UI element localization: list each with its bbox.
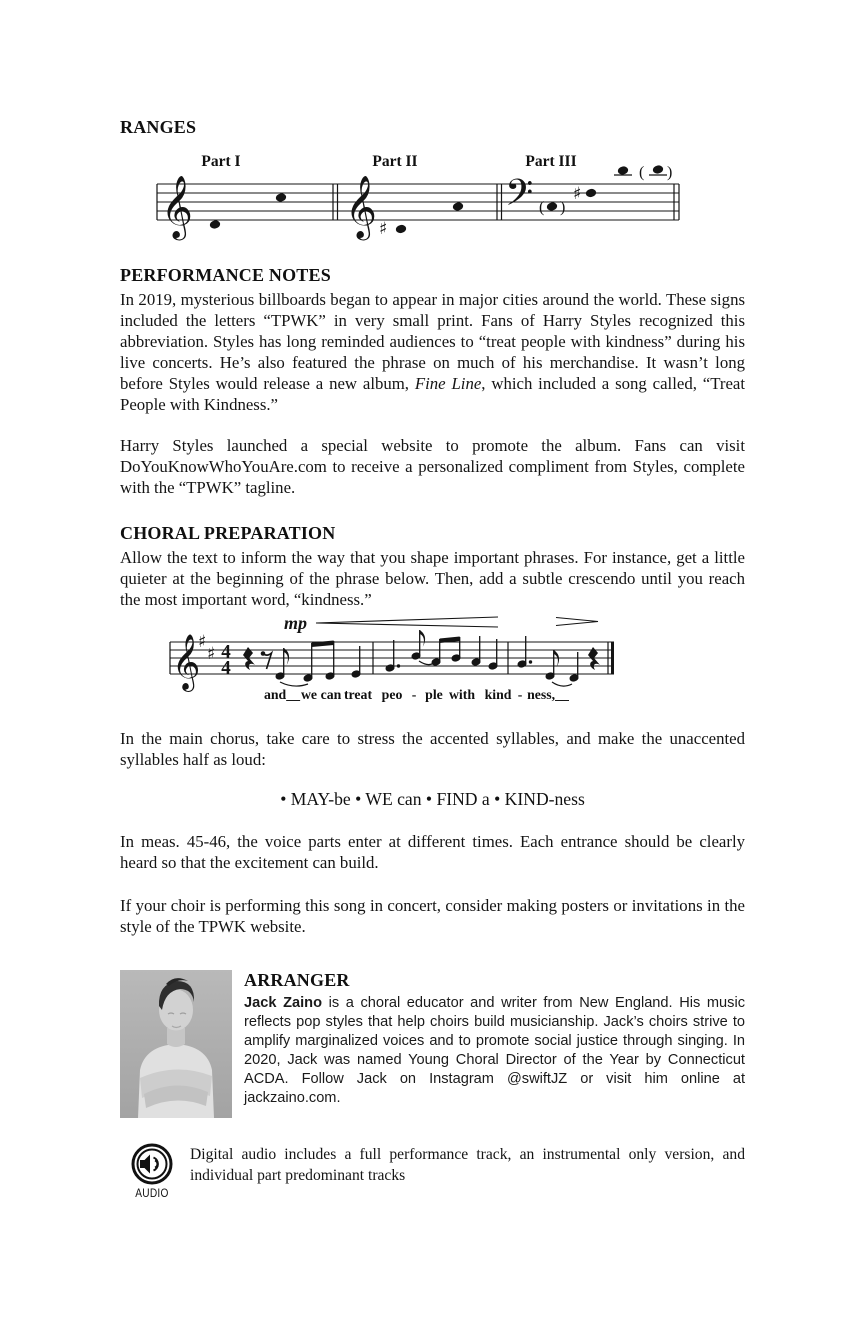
lyric-syllable: and__ xyxy=(263,687,301,702)
bass-clef-icon: 𝄢 xyxy=(505,172,534,223)
part-1-label: Part I xyxy=(201,153,241,170)
eighth-flag xyxy=(420,630,425,647)
arranger-bio-column xyxy=(244,970,745,1123)
music-excerpt-svg xyxy=(168,612,616,716)
choral-preparation-paragraph-1: Allow the text to inform the way that you shape important phrases. For instance, get a little quieter at the beginning of the phrase below. Then, add a subtle crescendo until you reach the most important word, “kindness.” xyxy=(120,548,745,609)
sharp-icon: ♯ xyxy=(198,632,207,652)
notes-measure-1 xyxy=(275,641,362,687)
arranger-heading: ARRANGER xyxy=(244,970,350,990)
arranger-bio-text: is a choral educator and writer from New England. His music reflects pop styles that help choirs build musicianship. Jack’s choirs strive to amplify marginalized voices and to promote social justice through singing. In 2020, Jack was named Young Choral Director of the Year by Connecticut ACDA. Follow Jack on Instagram @swiftJZ or visit him online at jackzaino.com. xyxy=(244,995,745,1106)
crescendo-hairpin xyxy=(316,617,498,627)
treble-clef-icon: 𝄞 xyxy=(172,634,201,690)
performance-notes-paragraph-1 xyxy=(120,289,745,415)
audio-label: AUDIO xyxy=(135,1188,169,1200)
lyric-syllable: with xyxy=(448,687,476,702)
paragraph-text: In 2019, mysterious billboards began to appear in major cities around the world. These signs included the letters “TPWK” in very small print. Fans of Harry Styles recognized this abbreviation. Styles has long reminded audiences to “treat people with kindness” during his live concerts. He’s also featured the phrase on much of his merchandise. It wasn’t long before Styles would release a new album, xyxy=(120,290,745,393)
staff-lines xyxy=(157,184,679,220)
notehead xyxy=(395,224,407,234)
audio-icon xyxy=(130,1142,174,1186)
choral-preparation-heading: CHORAL PREPARATION xyxy=(120,523,336,543)
lyric-syllable: ness,__ xyxy=(527,687,569,702)
dynamic-marking: mp xyxy=(284,613,308,633)
lyric-hyphen: - xyxy=(517,687,523,702)
lyric-syllable: kind xyxy=(484,687,512,702)
slur xyxy=(552,682,572,686)
album-title-italic: Fine Line xyxy=(414,374,482,393)
lyric-syllable: can xyxy=(320,687,342,702)
arranger-name: Jack Zaino xyxy=(244,995,322,1011)
augmentation-dot xyxy=(397,664,400,667)
arranger-portrait-svg xyxy=(120,970,232,1118)
notes-measure-3 xyxy=(517,636,600,686)
treble-clef-icon: 𝄞 xyxy=(345,175,377,238)
notehead xyxy=(209,220,221,230)
sharp-icon: ♯ xyxy=(207,644,216,664)
left-paren: ( xyxy=(639,164,645,181)
slur xyxy=(280,682,308,686)
performance-notes-paragraph-2: Harry Styles launched a special website to promote the album. Fans can visit DoYouKnowWhoYouAre.com to receive a personalized compliment from Styles, complete with the “TPWK” tagline. xyxy=(120,436,745,497)
ranges-heading: RANGES xyxy=(120,117,197,137)
arranger-section xyxy=(120,970,745,1123)
lyric-syllable: we xyxy=(300,687,318,702)
lyrics xyxy=(264,687,569,702)
paragraph-text: , which included a song called, “Treat People with Kindness.” xyxy=(120,374,745,414)
right-paren: ) xyxy=(560,199,566,216)
arranger-photo xyxy=(120,970,232,1123)
audio-section xyxy=(120,1142,745,1200)
choral-preparation-paragraph-3: In meas. 45-46, the voice parts enter at different times. Each entrance should be clearly heard so that the excitement can build. xyxy=(120,832,745,872)
time-signature-bottom: 4 xyxy=(221,657,231,679)
left-paren: ( xyxy=(539,199,545,216)
sharp-icon: ♯ xyxy=(573,184,582,204)
arranger-bio xyxy=(244,994,745,1108)
audio-description: Digital audio includes a full performance track, an instrumental only version, and individual part predominant tracks xyxy=(190,1146,745,1184)
audio-icon-block xyxy=(126,1142,178,1200)
lyric-syllable: ple xyxy=(425,687,443,702)
part-3-label: Part III xyxy=(525,153,577,170)
sharp-icon: ♯ xyxy=(379,219,388,239)
notehead xyxy=(275,193,287,203)
notehead xyxy=(585,188,597,198)
ranges-staff-svg xyxy=(153,152,683,244)
notehead xyxy=(617,166,629,176)
choral-preparation-paragraph-2: In the main chorus, take care to stress the accented syllables, and make the unaccented syllables half as loud: xyxy=(120,729,745,769)
choral-preparation-paragraph-4: If your choir is performing this song in concert, consider making posters or invitations in the style of the TPWK website. xyxy=(120,896,745,936)
music-excerpt xyxy=(168,612,745,721)
lyric-syllable: treat xyxy=(343,687,373,702)
lyric-hyphen: - xyxy=(411,687,417,702)
performance-notes-heading: PERFORMANCE NOTES xyxy=(120,265,331,285)
part-2-label: Part II xyxy=(372,153,418,170)
notehead xyxy=(452,202,464,212)
augmentation-dot xyxy=(529,660,532,663)
right-paren: ) xyxy=(667,164,673,181)
time-signature-top: 4 xyxy=(221,641,231,663)
ranges-staff xyxy=(153,152,745,249)
notehead xyxy=(652,165,664,175)
notehead xyxy=(546,202,558,212)
stress-syllables-line: • MAY-be • WE can • FIND a • KIND-ness xyxy=(280,789,585,809)
treble-clef-icon: 𝄞 xyxy=(161,175,193,238)
decrescendo-hairpin xyxy=(556,618,598,626)
lyric-syllable: peo xyxy=(381,687,403,702)
